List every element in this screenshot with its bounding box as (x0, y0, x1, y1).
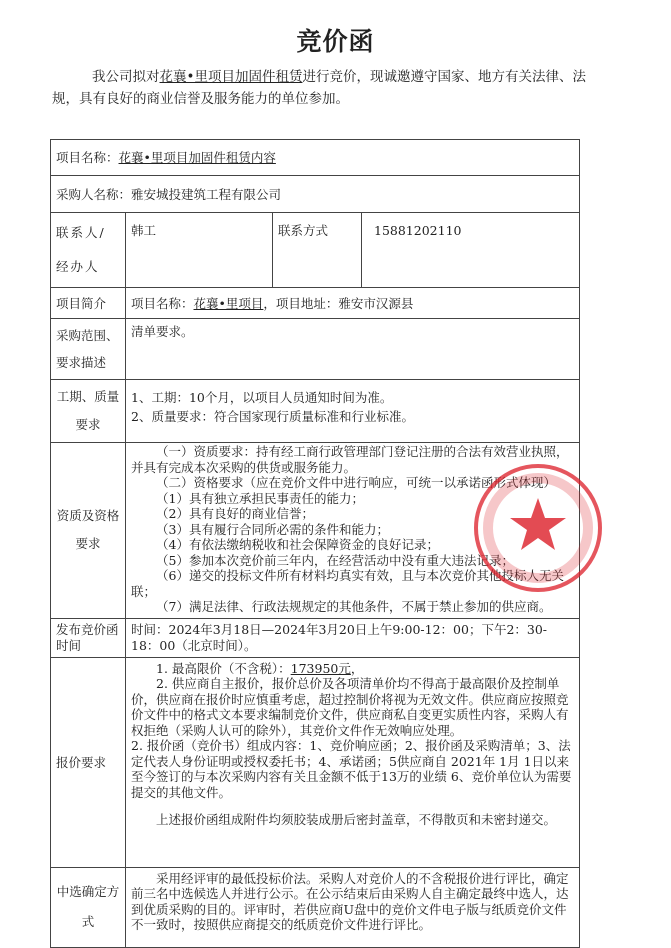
price-max-value: 173950元 (290, 660, 351, 676)
qual-line: （1）具有独立承担民事责任的能力； (156, 490, 364, 506)
row-contact (51, 213, 580, 288)
buyer-label: 采购人名称： (56, 186, 132, 202)
qual-line: （6）递交的投标文件所有材料均真实有效，且与本次竞价其他投标人无关联； (131, 568, 564, 599)
time: 时间：2024年3月18日—2024年3月20日上午9:00-12：00；下午2：30-18：00（北京时间）。 (126, 618, 580, 657)
price-max-label: 1. 最高限价（不含税）： (156, 660, 291, 676)
row-period (51, 380, 580, 443)
period-line: 1、工期：10个月，以项目人员通知时间为准。 (131, 390, 393, 405)
qual-line: （3）具有履行合同所必需的条件和能力； (156, 521, 389, 537)
qual-line: （一）资质要求：持有经工商行政管理部门登记注册的合法有效营业执照，并具有完成本次采购的供货或服务能力。 (131, 444, 569, 475)
phone: 15881202110 (362, 213, 580, 288)
project-name-label: 项目名称： (56, 150, 119, 165)
qualification-label: 资质及资格要求 (51, 443, 126, 619)
price-max (131, 661, 574, 677)
buyer: 雅安城投建筑工程有限公司 (131, 186, 282, 202)
period-label: 工期、质量要求 (51, 380, 126, 443)
contact-label: 联系人/经办人 (51, 213, 126, 288)
intro-name-label: 项目名称： (131, 295, 194, 311)
qual-line: （5）参加本次竞价前三年内，在经营活动中没有重大违法记录； (156, 552, 514, 568)
bid-table (50, 139, 580, 948)
qual-line: （4）有依法缴纳税收和社会保障资金的良好记录； (156, 537, 439, 552)
intro-project: 花襄•里项目加固件租赁 (159, 69, 303, 85)
intro-label: 项目简介 (51, 288, 126, 319)
selection: 采用经评审的最低投标价法。采购人对竞价人的不含税报价进行评比，确定前三名中选候选人并进行公示。在公示结束后由采购人自主确定最终中选人，达到优质采购的目的。评审时，若供应商U盘中的竞价文件电子版与纸质竞价文件不一致时，按照供应商提交的纸质竞价文件进行评比。 (126, 867, 580, 947)
qual-line: （7）满足法律、行政法规规定的其他条件，不属于禁止参加的供应商。 (156, 599, 552, 614)
contact: 韩工 (126, 213, 273, 288)
row-scope (51, 319, 580, 380)
period-line: 2、质量要求：符合国家现行质量标准和行业标准。 (131, 409, 414, 424)
row-selection (51, 867, 580, 947)
project-name: 花襄•里项目加固件租赁内容 (118, 150, 276, 165)
document-title: 竞价函 (296, 27, 375, 56)
row-buyer (51, 176, 580, 213)
intro-prefix: 我公司拟对 (92, 69, 160, 85)
qual-line: （二）资格要求（应在竞价文件中进行响应，可统一以承诺函形式体现） (156, 475, 557, 490)
price-contents: 2. 报价函（竞价书）组成内容：1、竞价响应函；2、报价函及采购清单；3、法定代表人身份证明或授权委托书；4、承诺函；5供应商自 2021年 1月 1日以来至今签订的与本次采购内容有关且金额不低于13万的业绩 6、竞价单位认为需要提交的其他文件。 (131, 738, 572, 800)
intro-name: 花襄•里项目 (193, 295, 264, 311)
selection-label: 中选确定方式 (51, 867, 126, 947)
row-project-name (51, 140, 580, 176)
row-price (51, 657, 580, 867)
row-time (51, 618, 580, 657)
price-max-suffix: ， (350, 660, 364, 676)
intro-address: ，项目地址：雅安市汉源县 (263, 295, 414, 311)
price-binding: 上述报价函组成附件均须胶装成册后密封盖章，不得散页和未密封递交。 (156, 812, 557, 827)
row-qualification (51, 443, 580, 619)
scope: 清单要求。 (126, 319, 580, 380)
intro-paragraph (52, 66, 612, 110)
price-label: 报价要求 (51, 657, 126, 867)
scope-label: 采购范围、要求描述 (51, 319, 126, 380)
intro-suffix: 进行竞价，现诚邀遵守国家、地方有关法律、法规，具有良好的商业信誉及服务能力的单位参加。 (52, 69, 586, 107)
time-label: 发布竞价函时间 (51, 618, 126, 657)
price-rule: 2. 供应商自主报价，报价总价及各项清单价均不得高于最高限价及控制单价，供应商在报价时应慎重考虑，超过控制价将视为无效文件。供应商应按照竞价文件中的格式文本要求编制竞价文件，供应商私自变更实质性内容，采购人有权拒绝（采购人认可的除外），其竞价文件作无效响应处理。 (131, 676, 569, 738)
row-intro (51, 288, 580, 319)
qual-line: （2）具有良好的商业信誉； (156, 506, 314, 521)
phone-label: 联系方式 (273, 213, 362, 288)
